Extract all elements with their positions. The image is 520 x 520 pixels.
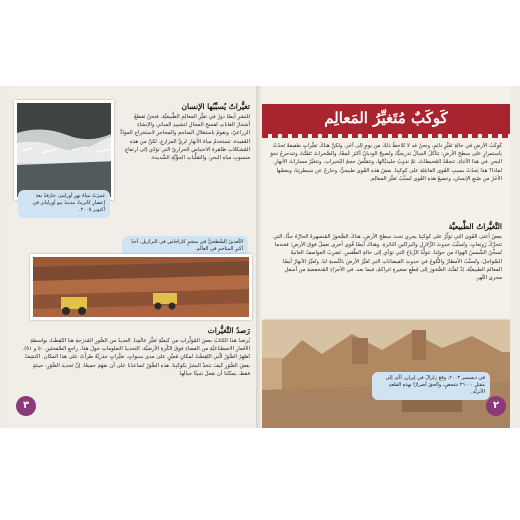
title-banner: [262, 104, 510, 134]
human-changes-section: [120, 102, 250, 162]
human-changes-title: تغيُّراتٌ يُسبِّبُها الإنسان: [181, 102, 250, 111]
intro-text: كَوكَبُ الأرضِ في حالةِ تَغَيُّرٍ دائِمٍ، ونحنُ قد لا نُلاحظُ ذلكَ من يومٍ إلى آخَر، ولكنَّ هناكَ تغيُّراتٍ طفيفةً تَحدُثُ باستمرارٍ على سطحِ الأرضِ: تتآكلُ الجبالُ تدريجيًّا، وتُصبِحُ الوديانُ أكثرَ عُمقًا، والصَّخراتُ تَتَفَتَّتُ وتتدحرجُ نحوَ البحرِ. في هذا الأثناءِ، تتجمَّدُ المُحيطاتُ، ثمَّ تذوبُ جليديَّاتُها، وتتقلَّصُ حجمُ البُحيراتِ، وتتغيَّرُ مساراتُ الأنهارِ. لماذا؟ هذا يَحدُثُ بسببِ القُوى الفاعِلةِ على كوكبِنا. بعضُ هذهِ القُوى طبيعيٌّ، وخارجٌ عن سَيطرتِنا، وبعضُها الآخَرُ من صُنعِ الإنسانِ، وجميعُ هذهِ القُوى تُسبِّبُ تَغيُّرَ المعالِم.: [270, 143, 502, 182]
page-number-left: ٣: [16, 396, 36, 416]
mine-image: [33, 257, 252, 320]
page-number-right: ٢: [486, 396, 506, 416]
flood-photo: [14, 100, 114, 200]
earthquake-caption: [372, 372, 490, 400]
natural-changes-title: التَّغيُّراتُ الطَّبيعيَّة: [448, 222, 502, 231]
monitoring-title: رَصدُ التَّغيُّرات: [207, 326, 250, 335]
left-page: [12, 86, 256, 428]
flood-caption-text: غمرَتْ مياهُ نهرِ أورلينز، جارفةً بعدَ إعصارِ كاترينا، مدينةَ نيو أورليانز في أكتوبر ٢٠٠٥.: [32, 193, 105, 214]
mine-caption-text: التَّعدينُ السَّطحيُّ في منجمٍ كاراجاس في البرازيل، أحدُ أكبرِ المناجمِ في العالَم.: [131, 239, 243, 253]
flood-image: [17, 103, 114, 200]
human-changes-text: للبَشرِ أيضًا دورٌ في تغيُّرِ المعالِمِ الطَّبيعيَّة. فنحنُ نَقطعُ أشجارَ الغاباتِ لفسحِ المجالِ لتشييدِ المباني والإنشاءِ الزراعيّ، ونقومُ باستغلالِ المناجمِ والمحاجرِ لاستخراجِ الموادِّ المُفيدة. تستخدمُ مياهُ الأنهارِ لريِّ المزارعِ. لكنَّ من هذهِ المُشكلاتِ ظاهرةَ الاحتباسِ الحراريّ التي تؤدّي إلى ارتفاعِ منسوبِ مياهِ البحرِ، والتقلُّباتِ الجوِّيَّةِ الشَّديدة.: [120, 114, 250, 162]
monitoring-text: يُرصَدُ هذا الكتابُ بعضَ المُؤثِّراتِ من كيفيَّةِ تَغيُّرِ عالَمِنا. العديدُ من الصُّورِ المُدرَجةِ هنا التُقِطَتْ بواسطةِ الأقمارِ الاصطناعيَّةِ من الفضاءِ فوقَ الكُرةِ الأرضيَّة. التحديدُ التعلوماتِ حولَ هذا، راجعِ الصَّفحتَينِ ٥٠ و ٥١). تُظهِرُ الصُّوَرُ الّتي التُقِطَتْ لمكانٍ مُعيَّنٍ على مدى سنواتٍ، تغيُّراتٍ جذريَّةً طرأَتْ على هذا المكان. اكتشِفْ بعضَ الصُّوَرِ كيفَ تتخذُ البشرُ بكوكبِنا. هذهِ الصُّوَرُ تُساعدُنا على أن نفهَمَ جميعًا. إنَّ تَحديدَ الصُّوَرِ، حينئذٍ فقط، يمكنُنا أن نفعلَ شيئًا حيالَها.: [22, 338, 250, 377]
earthquake-caption-text: في ديسمبر ٢٠٠٣، وقعَ زلزالٌ في إيران، أدَّى إلى مقتلِ ٢٦٠٠٠ شخصٍ، وألحقَ أضرارًا بهذهِ القلعةِ الأثريَّة.: [385, 375, 485, 396]
right-page: [262, 86, 510, 428]
monitoring-section: [22, 326, 250, 378]
mine-photo: [30, 254, 252, 320]
natural-changes-text: بعضُ أعتى القُوى التي تؤثِّرُ على كوكبِنا يجري تحتَ سطحِ الأرضِ. هناكَ الصُّخورُ المُنصهرةُ الحارَّةُ جدًّا، التي تتحرَّكُ زَوبَعاتٍ، وتُسبِّبُ حدوثَ الزَّلازلِ والبراكينِ الثائرةِ. وهناكَ أيضًا قُوى أخرى تعملُ فوقَ الأرضِ؛ فعندما تُسخِّنُ الشَّمسُ الهواءَ من حولِنا، تتولَّدُ الرِّياحُ التي تؤدِّي إلى حالةِ الطَّقسِ. تَضرِبُ العواصفُ العاتيةُ السَّواحلَ، وتُسبِّبُ الأمطارُ والثُّلوجُ في حدوثِ الفيضاناتِ التي تُغيِّرُ الأرضَ بالنِّسبةِ لنا. وتُغيِّرُ الأنهارُ أيضًا المعالمَ الطبيعيَّةَ، إذْ تُفتِّتُ الصُّخورَ إلى قِطَعٍ صغيرةٍ تَتراكمُ، فيما بعد، في الأجزاءِ المُنخفضةِ من أسفلِ مجرى النَّهر.: [273, 234, 502, 282]
flood-caption: [18, 190, 110, 218]
page-title: كَوكَبٌ مُتَغيِّرُ المَعالِم: [324, 109, 448, 127]
natural-changes-section: [270, 222, 502, 282]
